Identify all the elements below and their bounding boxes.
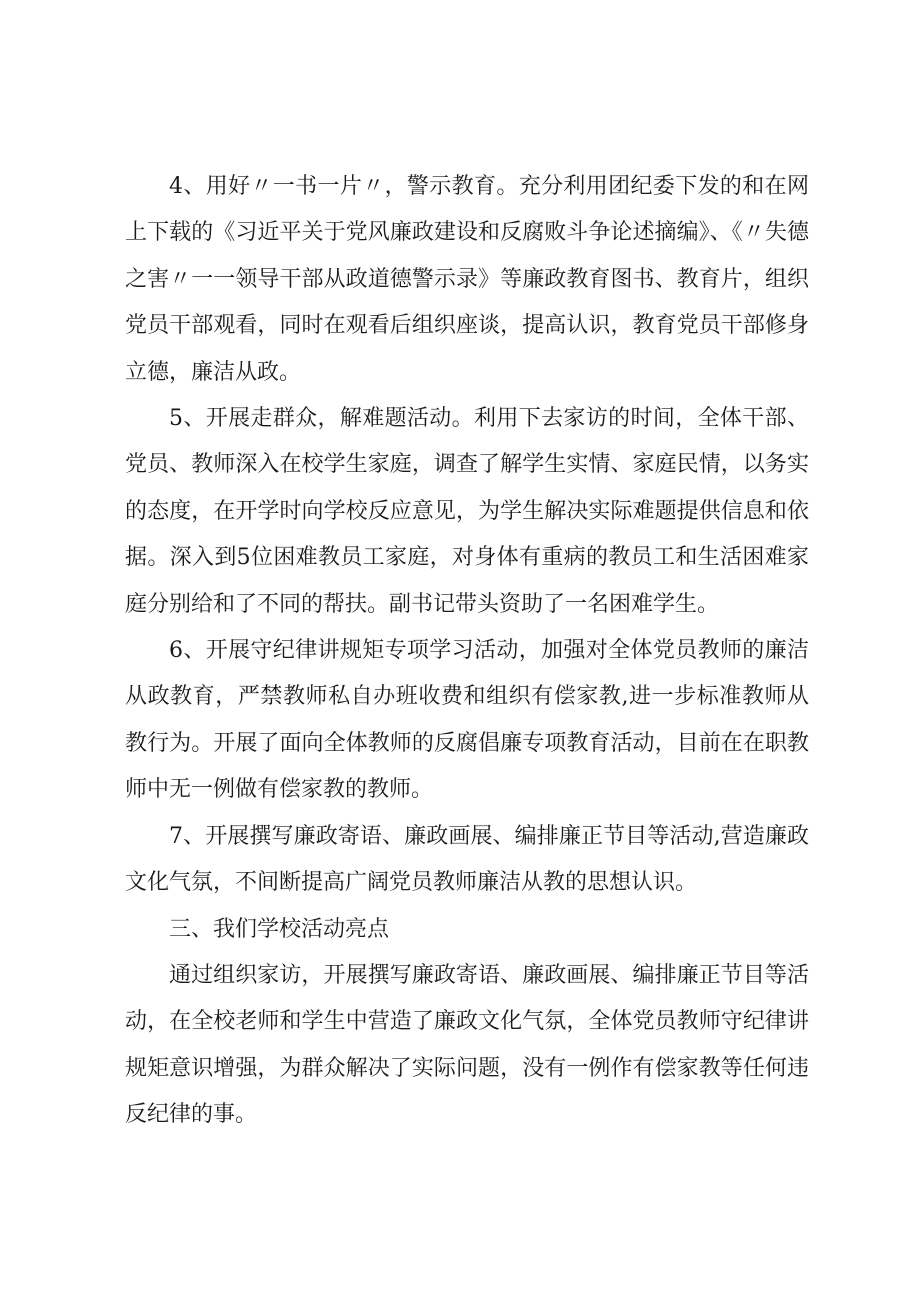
paragraph-item-6: 6、开展守纪律讲规矩专项学习活动，加强对全体党员教师的廉洁从政教育，严禁教师私自办班收费和组织有偿家教,进一步标准教师从教行为。开展了面向全体教师的反腐倡廉专项教育活动，目前在在职教师中无一例做有偿家教的教师。 bbox=[125, 638, 809, 803]
section-heading-highlights: 三、我们学校活动亮点 bbox=[169, 916, 390, 942]
paragraph-item-4: 4、用好〃一书一片〃，警示教育。充分利用团纪委下发的和在网上下载的《习近平关于党风廉政建设和反腐败斗争论述摘编》、《〃失德之害〃一一领导干部从政道德警示录》等廉政教育图书、教育片，组织党员干部观看，同时在观看后组织座谈，提高认识，教育党员干部修身立德，廉洁从政。 bbox=[125, 174, 809, 385]
paragraph-item-7: 7、开展撰写廉政寄语、廉政画展、编排廉正节目等活动,营造廉政文化气氛，不间断提高广阔党员教师廉洁从教的思想认识。 bbox=[125, 823, 809, 896]
document-body bbox=[125, 164, 809, 1139]
paragraph-item-5: 5、开展走群众，解难题活动。利用下去家访的时间，全体干部、党员、教师深入在校学生家庭，调查了解学生实情、家庭民情，以务实的态度，在开学时向学校反应意见，为学生解决实际难题提供信息和依据。深入到5位困难教员工家庭，对身体有重病的教员工和生活困难家庭分别给和了不同的帮扶。副书记带头资助了一名困难学生。 bbox=[125, 406, 809, 617]
paragraph-highlights-summary: 通过组织家访，开展撰写廉政寄语、廉政画展、编排廉正节目等活动，在全校老师和学生中营造了廉政文化气氛，全体党员教师守纪律讲规矩意识增强，为群众解决了实际问题，没有一例作有偿家教等任何违反纪律的事。 bbox=[125, 962, 809, 1128]
